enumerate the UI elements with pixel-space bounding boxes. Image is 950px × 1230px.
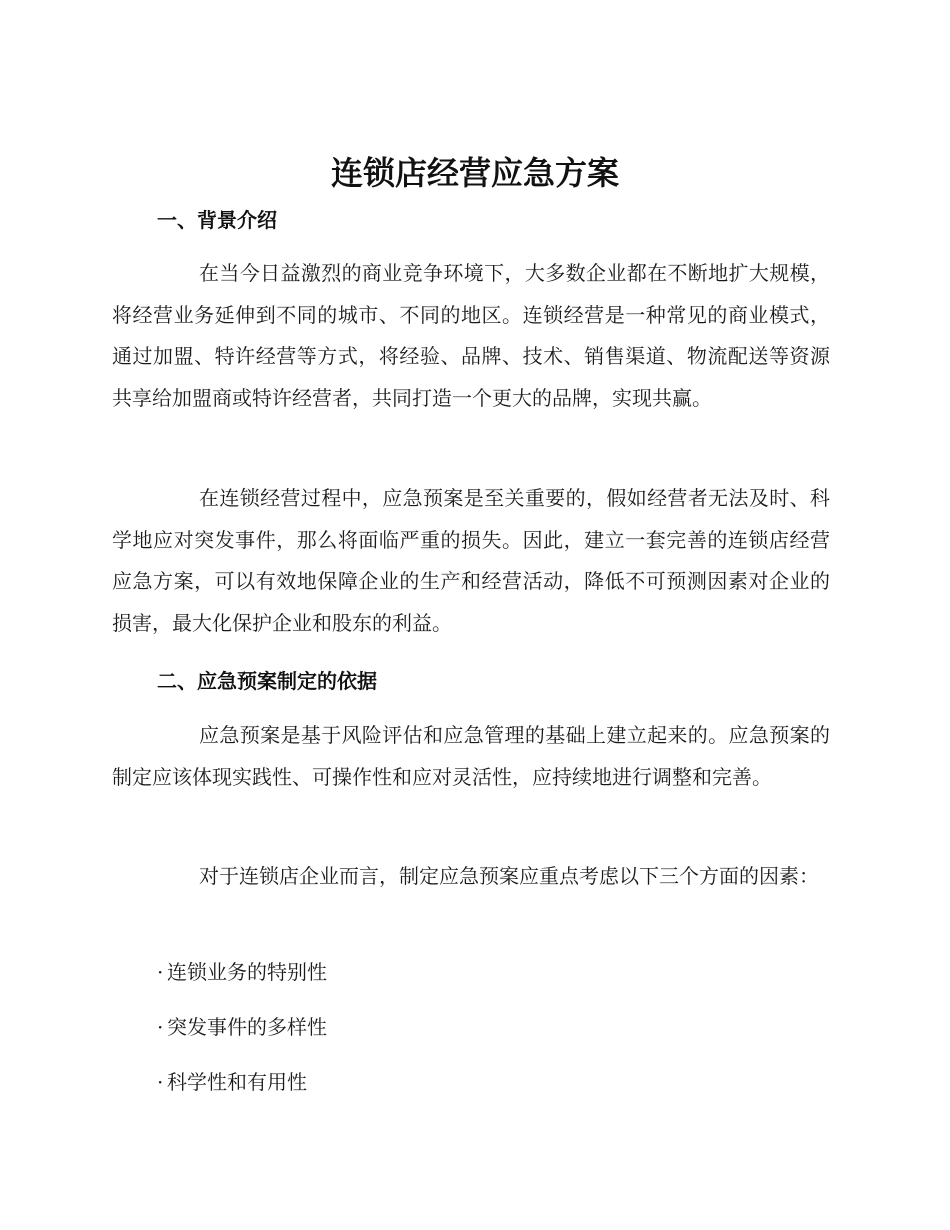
- bullet-marker: ·: [157, 1015, 164, 1039]
- list-item: [157, 958, 327, 986]
- list-item: [157, 1013, 327, 1041]
- paragraph-basis-1: 应急预案是基于风险评估和应急管理的基础上建立起来的。应急预案的制定应该体现实践性、可操作性和应对灵活性，应持续地进行调整和完善。: [112, 723, 830, 789]
- paragraph-background-2: 在连锁经营过程中，应急预案是至关重要的，假如经营者无法及时、科学地应对突发事件，那么将面临严重的损失。因此，建立一套完善的连锁店经营应急方案，可以有效地保障企业的生产和经营活动，降低不可预测因素对企业的损害，最大化保护企业和股东的利益。: [112, 486, 830, 635]
- bullet-marker: ·: [157, 960, 164, 984]
- section-heading-basis: 二、应急预案制定的依据: [157, 669, 377, 693]
- paragraph-background-1: 在当今日益激烈的商业竞争环境下，大多数企业都在不断地扩大规模，将经营业务延伸到不同的城市、不同的地区。连锁经营是一种常见的商业模式，通过加盟、特许经营等方式，将经验、品牌、技术、销售渠道、物流配送等资源共享给加盟商或特许经营者，共同打造一个更大的品牌，实现共赢。: [112, 261, 830, 410]
- list-item-text: 连锁业务的特别性: [167, 960, 327, 984]
- paragraph-basis-2: 对于连锁店企业而言，制定应急预案应重点考虑以下三个方面的因素：: [199, 864, 819, 888]
- list-item-text: 突发事件的多样性: [167, 1015, 327, 1039]
- document-title: 连锁店经营应急方案: [330, 154, 619, 192]
- bullet-marker: ·: [157, 1070, 164, 1094]
- list-item-text: 科学性和有用性: [167, 1070, 307, 1094]
- section-heading-background: 一、背景介绍: [157, 208, 277, 232]
- list-item: [157, 1068, 307, 1096]
